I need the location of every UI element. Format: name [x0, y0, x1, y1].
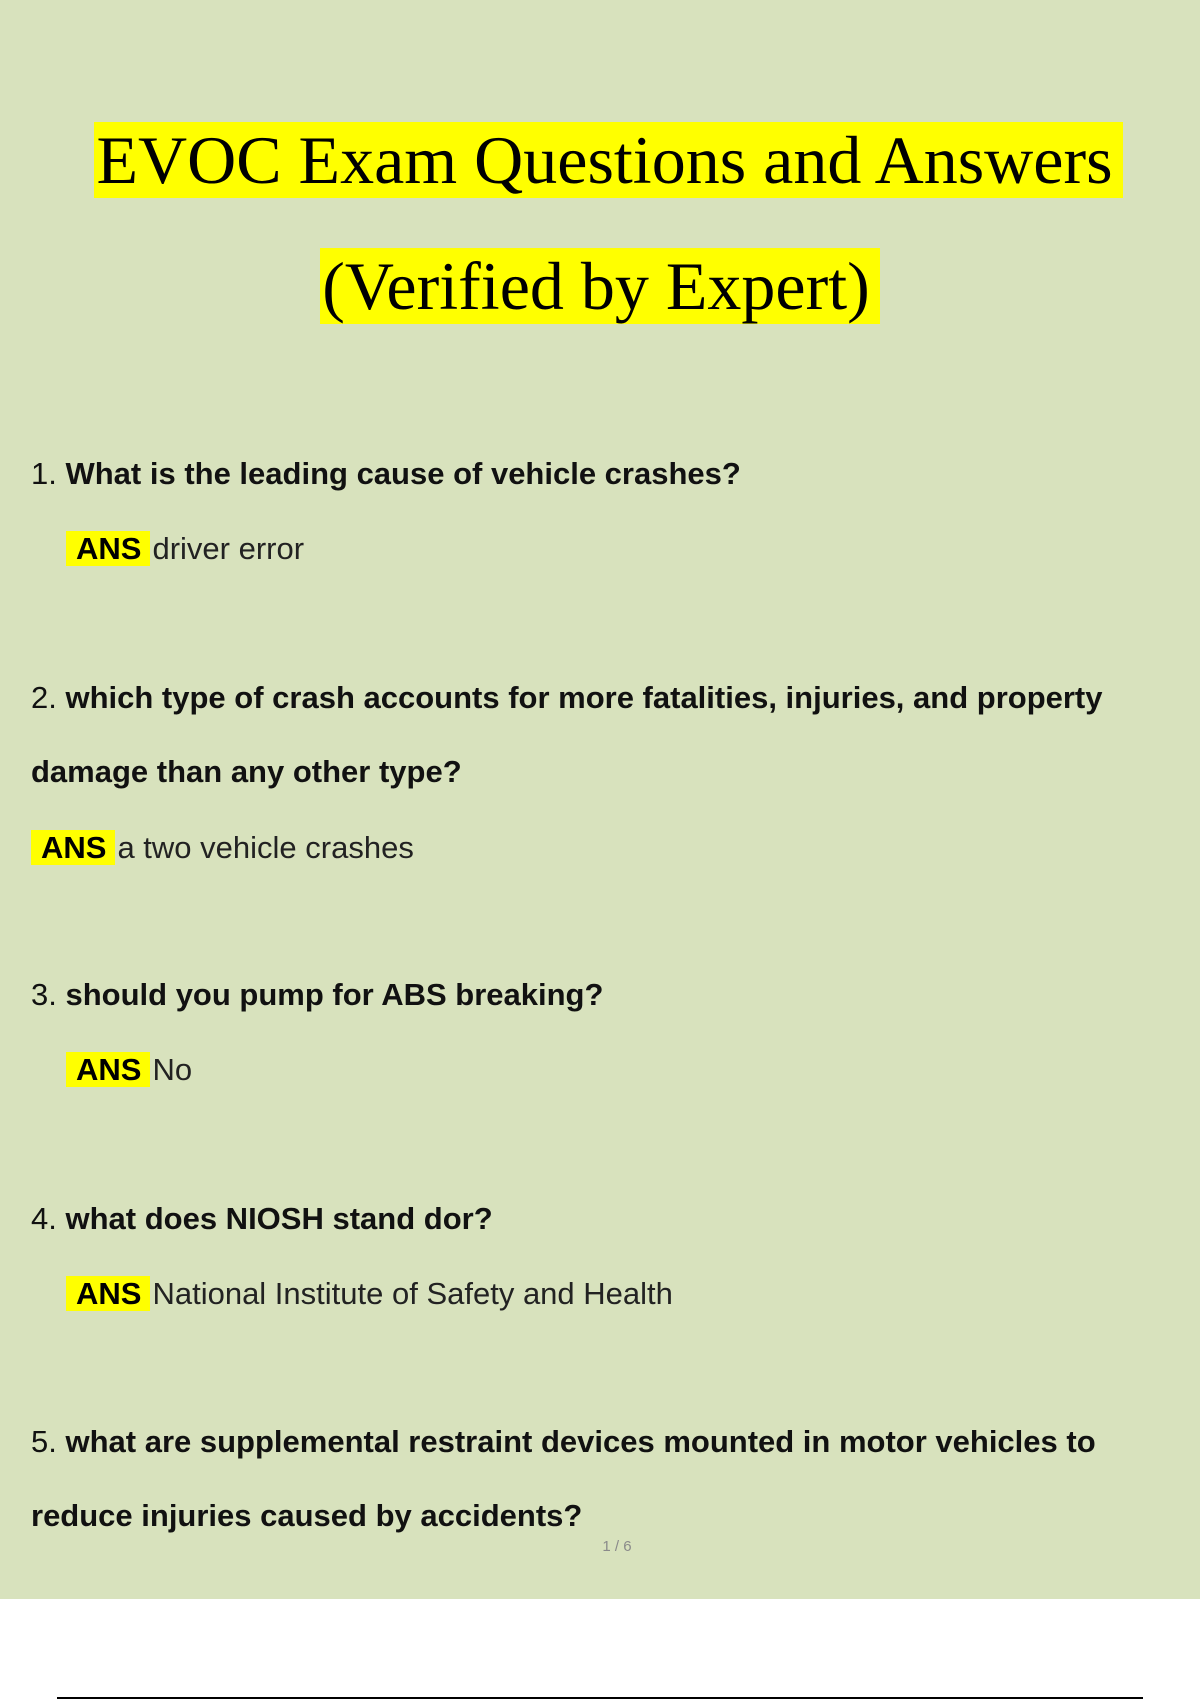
answer-text: National Institute of Safety and Health — [152, 1276, 673, 1311]
document-title-line-1 — [0, 118, 1200, 202]
question-1 — [31, 437, 1171, 511]
question-number: 2. — [31, 680, 57, 715]
question-text: should you pump for ABS breaking? — [65, 977, 604, 1012]
question-number: 3. — [31, 977, 57, 1012]
page-indicator: 1 / 6 — [602, 1538, 632, 1555]
question-text: what are supplemental restraint devices mounted in motor vehicles to reduce injuries caused by accidents? — [31, 1424, 1096, 1533]
answer-text: a two vehicle crashes — [117, 830, 414, 865]
answer-text: No — [152, 1052, 193, 1087]
answer-text: driver error — [152, 531, 305, 566]
answer-2 — [31, 828, 414, 868]
question-number: 1. — [31, 456, 57, 491]
question-5 — [31, 1405, 1171, 1553]
answer-tag: ANS — [66, 531, 150, 566]
answer-tag: ANS — [31, 830, 115, 865]
answer-3 — [66, 1050, 192, 1090]
document-title-line-2 — [0, 244, 1200, 328]
answer-tag: ANS — [66, 1052, 150, 1087]
title-highlight: EVOC Exam Questions and Answers — [94, 122, 1122, 198]
answer-tag: ANS — [66, 1276, 150, 1311]
question-2 — [31, 661, 1171, 809]
question-number: 5. — [31, 1424, 57, 1459]
question-text: What is the leading cause of vehicle crashes? — [65, 456, 741, 491]
question-text: which type of crash accounts for more fatalities, injuries, and property damage than any other type? — [31, 680, 1103, 789]
footer-divider — [57, 1697, 1143, 1699]
answer-4 — [66, 1274, 673, 1314]
question-number: 4. — [31, 1201, 57, 1236]
question-text: what does NIOSH stand dor? — [65, 1201, 493, 1236]
answer-1 — [66, 529, 304, 569]
question-4 — [31, 1182, 1171, 1256]
subtitle-highlight: (Verified by Expert) — [320, 248, 880, 324]
question-3 — [31, 958, 1171, 1032]
